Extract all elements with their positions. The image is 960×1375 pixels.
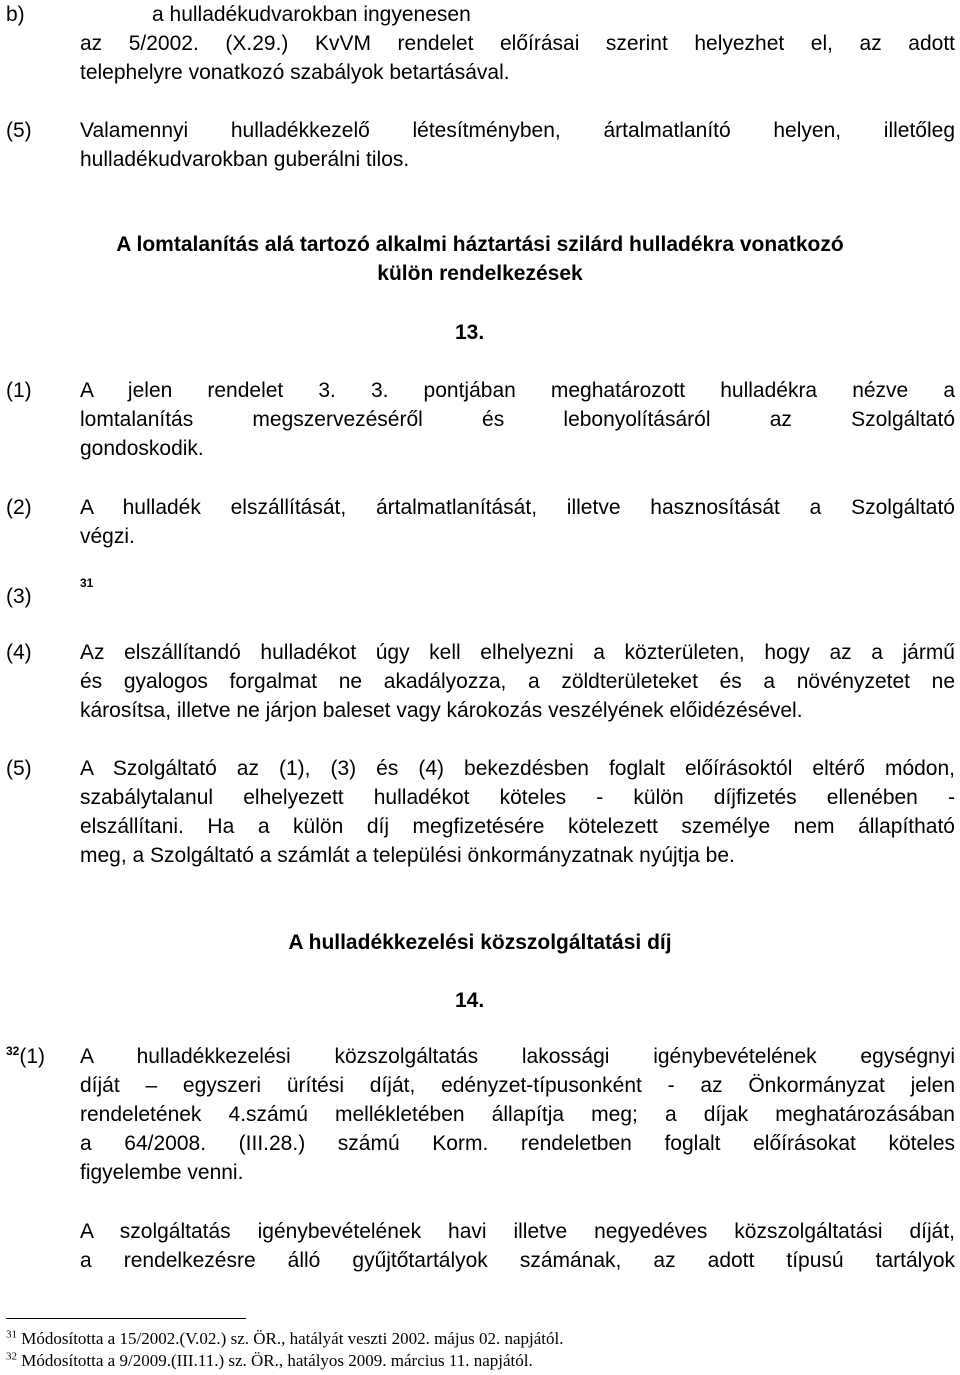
s13-p5-line-3: elszállítani. Ha a külön díj megfizetésére kötelezett személye nem állapítható bbox=[80, 815, 955, 838]
s14-p1-marker bbox=[6, 1042, 45, 1071]
para-5-line-2: hulladékudvarokban guberálni tilos. bbox=[80, 148, 410, 171]
s13-p2-line-1: A hulladék elszállítását, ártalmatlanítását, illetve hasznosítását a Szolgáltató bbox=[80, 496, 955, 519]
footnote-32-number: 32 bbox=[6, 1350, 17, 1363]
footnote-32-text: Módosította a 9/2009.(III.11.) sz. ÖR., hatályos 2009. március 11. napjától. bbox=[17, 1351, 533, 1370]
s13-p2-number: (2) bbox=[6, 496, 32, 519]
s13-p1-line-1: A jelen rendelet 3. 3. pontjában meghatározott hulladékra nézve a bbox=[80, 379, 955, 402]
section-heading-lomtalanitas-line-1: A lomtalanítás alá tartozó alkalmi háztartási szilárd hulladékra vonatkozó bbox=[116, 233, 844, 256]
section-14-number: 14. bbox=[455, 989, 485, 1012]
footnote-ref-31[interactable]: 31 bbox=[80, 576, 94, 590]
footnote-31-text: Módosította a 15/2002.(V.02.) sz. ÖR., hatályát veszti 2002. május 02. napjától. bbox=[17, 1329, 564, 1348]
item-b-line-3: telephelyre vonatkozó szabályok betartásával. bbox=[80, 61, 510, 84]
item-b-line-2: az 5/2002. (X.29.) KvVM rendelet előírásai szerint helyezhet el, az adott bbox=[80, 32, 955, 55]
para-5-line-1: Valamennyi hulladékkezelő létesítményben, ártalmatlanító helyen, illetőleg bbox=[80, 119, 955, 142]
s14-p1-number: (1) bbox=[19, 1045, 46, 1068]
s13-p3-number: (3) bbox=[6, 585, 32, 608]
s13-p1-number: (1) bbox=[6, 379, 32, 402]
s13-p4-line-2: és gyalogos forgalmat ne akadályozza, a zöldterületeket és a növényzetet ne bbox=[80, 670, 955, 693]
footnote-31 bbox=[6, 1328, 563, 1350]
s14-p1-line-3: rendeletének 4.számú mellékletében állapítja meg; a díjak meghatározásában bbox=[80, 1103, 955, 1126]
section-heading-kozszolgaltatasi-dij: A hulladékkezelési közszolgáltatási díj bbox=[288, 931, 672, 954]
section-heading-lomtalanitas-line-2: külön rendelkezések bbox=[377, 262, 583, 285]
s13-p5-line-1: A Szolgáltató az (1), (3) és (4) bekezdésben foglalt előírásoktól eltérő módon, bbox=[80, 757, 955, 780]
footnote-31-number: 31 bbox=[6, 1328, 17, 1341]
s14-p1-line-1: A hulladékkezelési közszolgáltatás lakossági igénybevételének egységnyi bbox=[80, 1045, 955, 1068]
footnote-ref-32[interactable]: 32 bbox=[6, 1044, 20, 1058]
s14-p2-line-2: a rendelkezésre álló gyűjtőtartályok számának, az adott típusú tartályok bbox=[80, 1249, 955, 1272]
item-label-b: b) bbox=[6, 3, 25, 26]
section-13-title bbox=[455, 318, 484, 347]
s13-p4-line-3: károsítsa, illetve ne járjon baleset vagy károkozás veszélyének előidézésével. bbox=[80, 699, 803, 722]
s14-p1-line-2: díját – egyszeri ürítési díját, edényzet-típusonként - az Önkormányzat jelen bbox=[80, 1074, 955, 1097]
footnote-separator bbox=[6, 1318, 246, 1319]
para-5-number: (5) bbox=[6, 119, 32, 142]
s13-p5-number: (5) bbox=[6, 757, 32, 780]
s13-p5-line-4: meg, a Szolgáltató a számlát a települési önkormányzatnak nyújtja be. bbox=[80, 844, 735, 867]
s14-p1-line-5: figyelembe venni. bbox=[80, 1161, 244, 1184]
s13-p4-number: (4) bbox=[6, 641, 32, 664]
s13-p4-line-1: Az elszállítandó hulladékot úgy kell elhelyezni a közterületen, hogy az a jármű bbox=[80, 641, 955, 664]
footnote-32 bbox=[6, 1350, 533, 1372]
s14-p2-line-1: A szolgáltatás igénybevételének havi illetve negyedéves közszolgáltatási díját, bbox=[80, 1220, 955, 1243]
section-13-number: 13. bbox=[455, 321, 485, 344]
s13-p1-line-3: gondoskodik. bbox=[80, 437, 204, 460]
s14-p1-line-4: a 64/2008. (III.28.) számú Korm. rendeletben foglalt előírásokat köteles bbox=[80, 1132, 955, 1155]
s13-p1-line-2: lomtalanítás megszervezéséről és lebonyolításáról az Szolgáltató bbox=[80, 408, 955, 431]
section-14-title bbox=[455, 986, 484, 1015]
s13-p2-line-2: végzi. bbox=[80, 525, 135, 548]
s13-p3-footnote-ref bbox=[80, 574, 93, 603]
s13-p5-line-2: szabálytalanul elhelyezett hulladékot köteles - külön díjfizetés ellenében - bbox=[80, 786, 955, 809]
item-b-line-1: a hulladékudvarokban ingyenesen bbox=[152, 3, 471, 26]
